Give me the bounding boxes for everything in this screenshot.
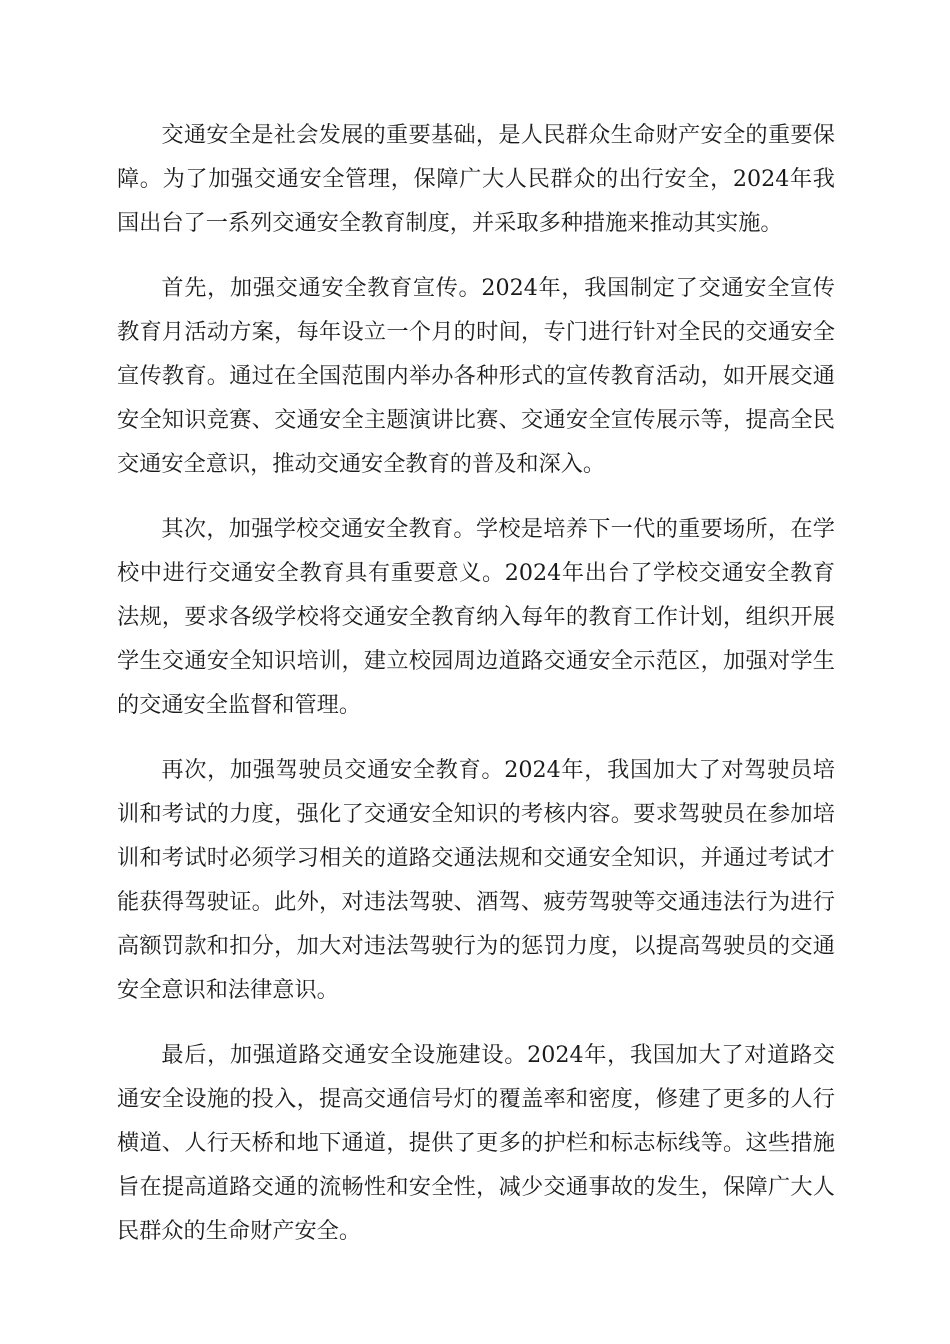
- document-body: [117, 113, 835, 1274]
- paragraph-driver: 再次，加强驾驶员交通安全教育。2024年，我国加大了对驾驶员培训和考试的力度，强化了交通安全知识的考核内容。要求驾驶员在参加培训和考试时必须学习相关的道路交通法规和交通安全知识，并通过考试才能获得驾驶证。此外，对违法驾驶、酒驾、疲劳驾驶等交通违法行为进行高额罚款和扣分，加大对违法驾驶行为的惩罚力度，以提高驾驶员的交通安全意识和法律意识。: [117, 757, 835, 1003]
- paragraph-intro: 交通安全是社会发展的重要基础，是人民群众生命财产安全的重要保障。为了加强交通安全管理，保障广大人民群众的出行安全，2024年我国出台了一系列交通安全教育制度，并采取多种措施来推动其实施。: [117, 122, 835, 236]
- paragraph-facilities: 最后，加强道路交通安全设施建设。2024年，我国加大了对道路交通安全设施的投入，提高交通信号灯的覆盖率和密度，修建了更多的人行横道、人行天桥和地下通道，提供了更多的护栏和标志标线等。这些措施旨在提高道路交通的流畅性和安全性，减少交通事故的发生，保障广大人民群众的生命财产安全。: [117, 1042, 835, 1244]
- paragraph-publicity: 首先，加强交通安全教育宣传。2024年，我国制定了交通安全宣传教育月活动方案，每年设立一个月的时间，专门进行针对全民的交通安全宣传教育。通过在全国范围内举办各种形式的宣传教育活动，如开展交通安全知识竞赛、交通安全主题演讲比赛、交通安全宣传展示等，提高全民交通安全意识，推动交通安全教育的普及和深入。: [117, 275, 835, 477]
- paragraph-school: 其次，加强学校交通安全教育。学校是培养下一代的重要场所，在学校中进行交通安全教育具有重要意义。2024年出台了学校交通安全教育法规，要求各级学校将交通安全教育纳入每年的教育工作计划，组织开展学生交通安全知识培训，建立校园周边道路交通安全示范区，加强对学生的交通安全监督和管理。: [117, 516, 835, 718]
